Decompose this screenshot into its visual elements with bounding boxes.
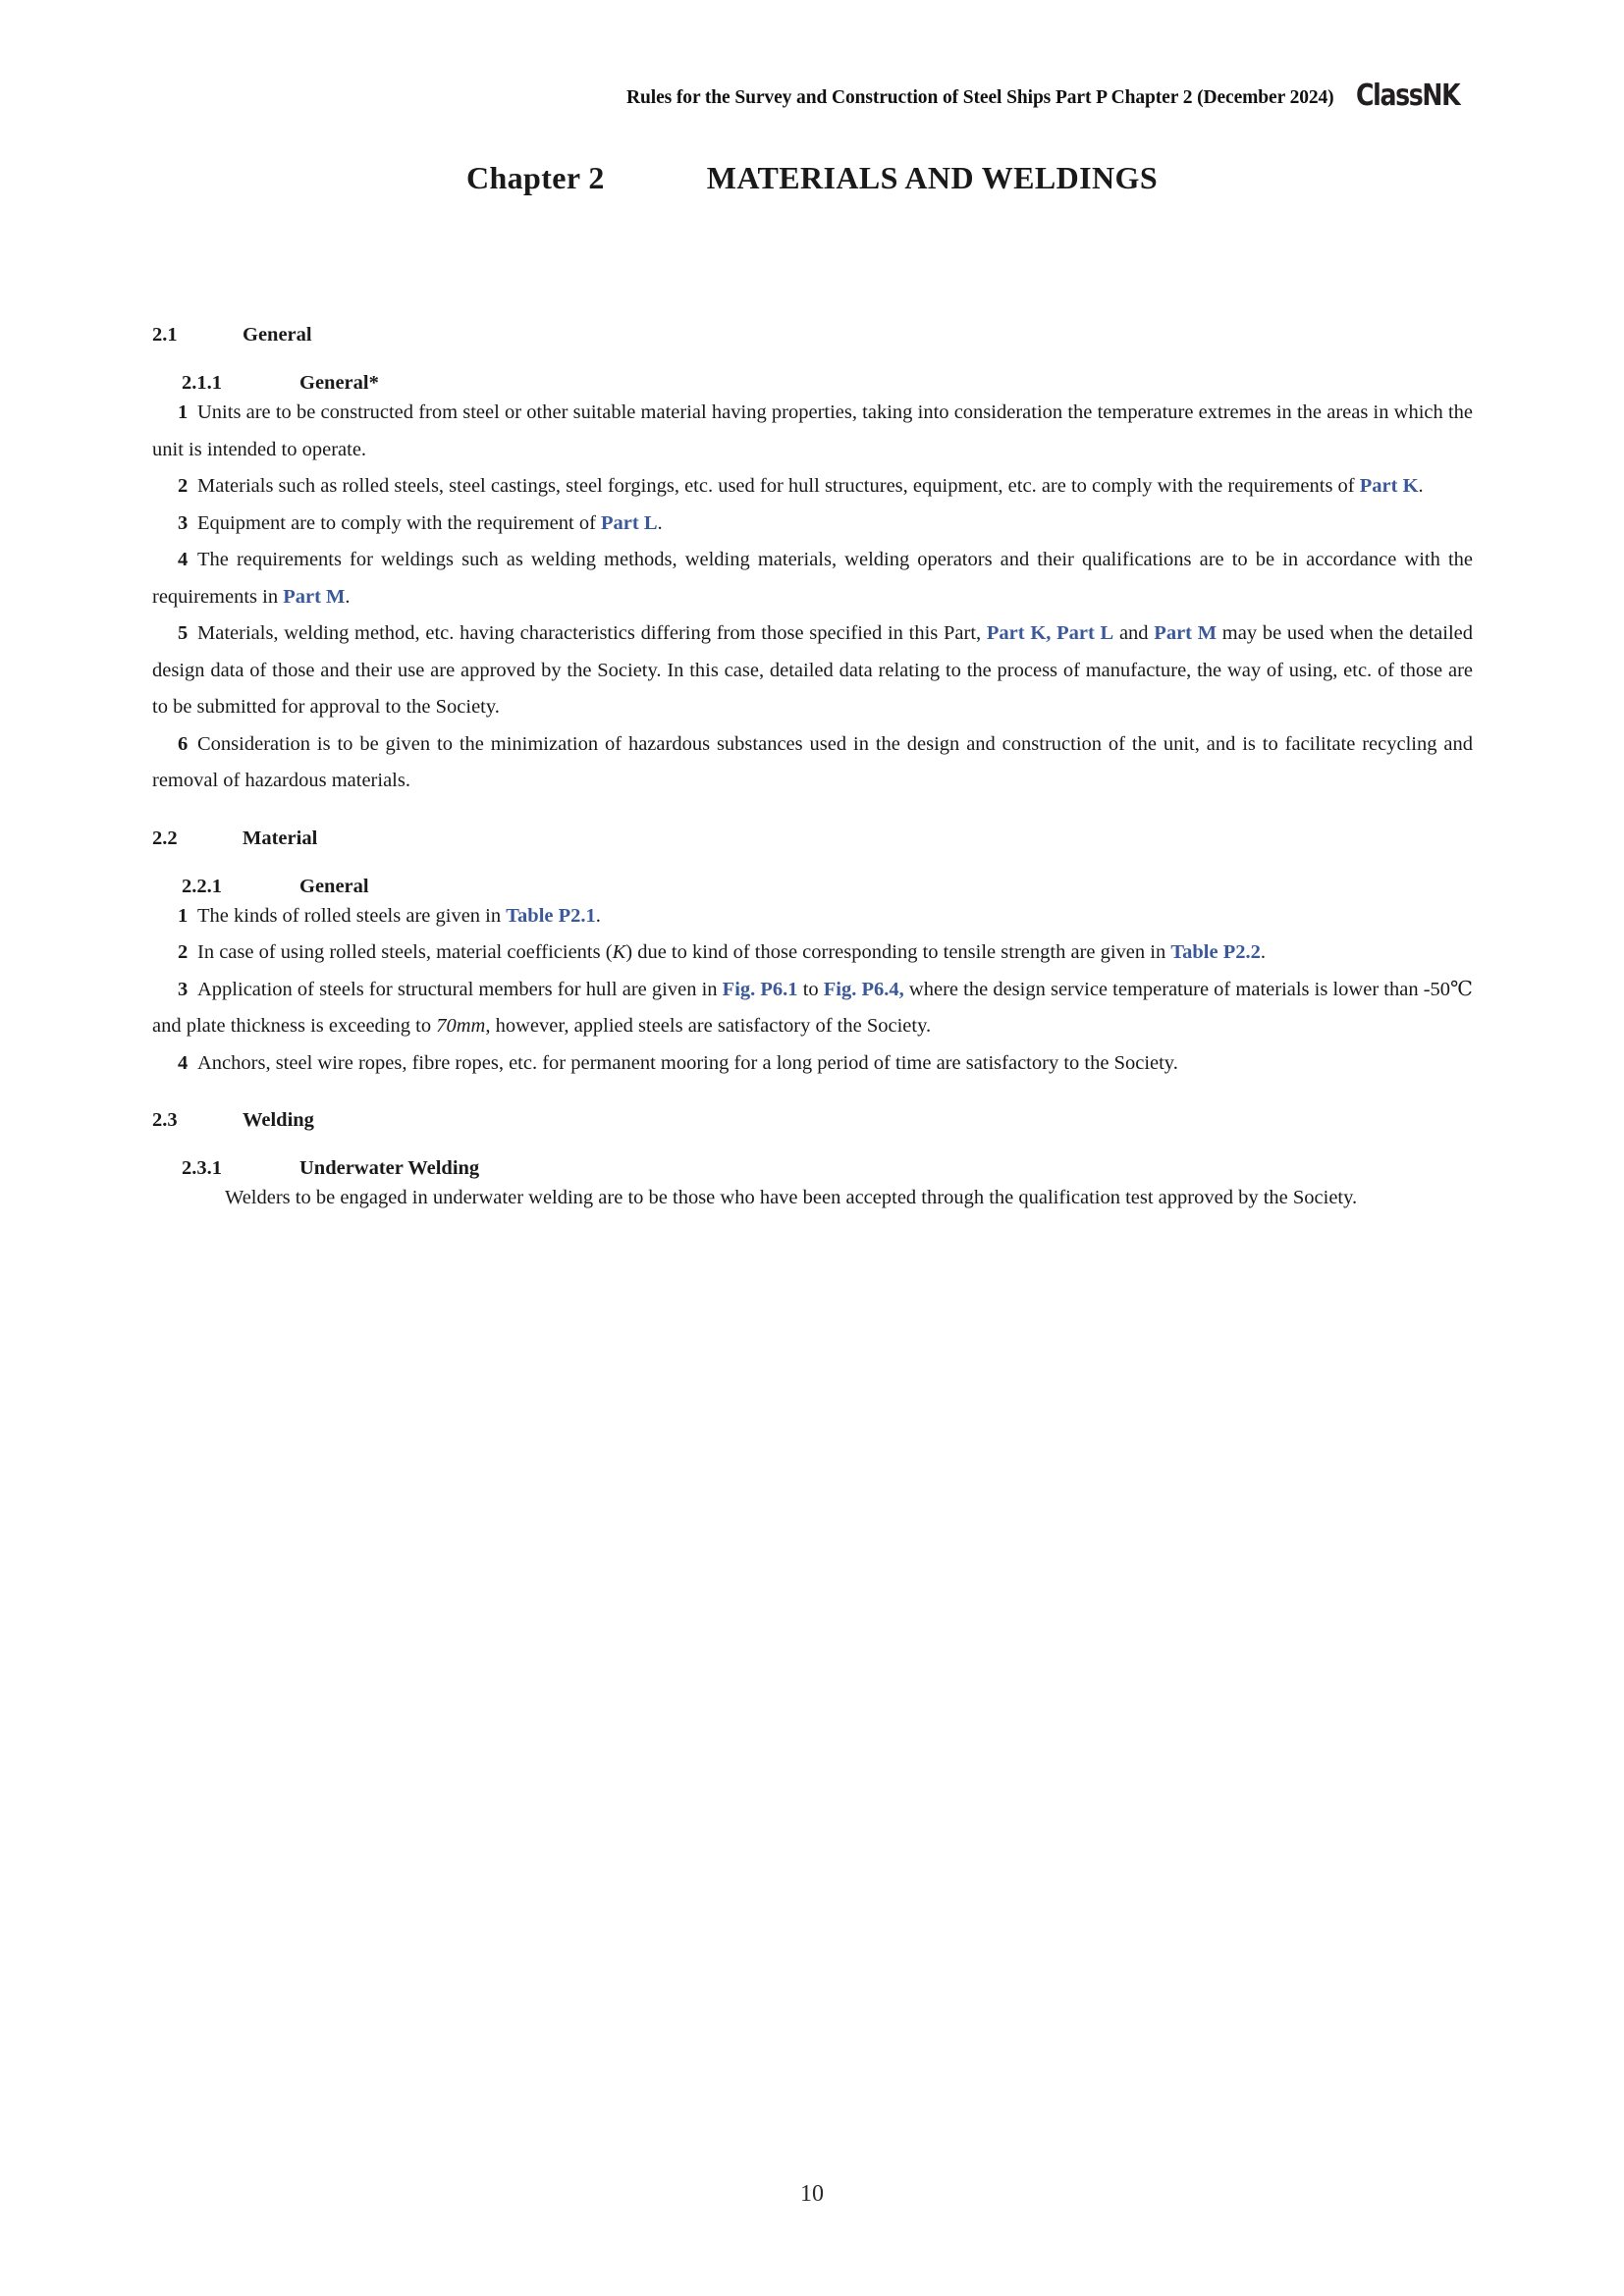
paragraph-text: to xyxy=(797,978,824,1000)
paragraph-text: may be used when the detailed design data of those and their use are approved by the Society. In this case, detailed data relating to the process of manufacture, the way of using, etc. of those are to be submitted for approval to the Society. xyxy=(152,622,1473,718)
section-title: Material xyxy=(243,827,318,849)
section-title: Welding xyxy=(243,1109,314,1131)
cross-reference-link[interactable]: Part M xyxy=(1154,622,1218,644)
paragraph xyxy=(152,726,1473,800)
paragraph-text: Materials such as rolled steels, steel castings, steel forgings, etc. used for hull structures, equipment, etc. are to comply with the requirements of xyxy=(197,475,1360,497)
cross-reference-link[interactable]: Part K xyxy=(986,622,1047,644)
italic-term: 70mm xyxy=(436,1015,486,1037)
paragraph xyxy=(152,395,1473,468)
subsection-spacer xyxy=(152,850,1473,876)
paragraph-text: where the design service temperature of materials is lower than -50℃ and plate thickness is exceeding to xyxy=(152,978,1473,1037)
paragraph xyxy=(152,898,1473,935)
paragraph-text: The kinds of rolled steels are given in xyxy=(197,904,507,927)
subsection-number: 2.1.1 xyxy=(182,372,222,394)
section-spacer xyxy=(152,1082,1473,1109)
paragraph-text: In case of using rolled steels, material coefficients ( xyxy=(197,941,613,963)
classnk-logo: ClassNK xyxy=(1355,79,1459,113)
section-heading-2-2 xyxy=(152,828,1473,850)
paragraph-text: . xyxy=(595,904,601,927)
paragraph xyxy=(152,542,1473,615)
paragraph-text: . xyxy=(1418,475,1424,497)
running-header xyxy=(0,77,1624,111)
paragraph xyxy=(152,1045,1473,1083)
paragraph-text: ) due to kind of those corresponding to tensile strength are given in xyxy=(625,941,1171,963)
subsection-number: 2.3.1 xyxy=(182,1157,222,1179)
paragraph-number: 2 xyxy=(178,941,189,963)
paragraph-text: Welders to be engaged in underwater welding are to be those who have been accepted through the qualification test approved by the Society. xyxy=(225,1187,1358,1208)
paragraph-number: 3 xyxy=(178,978,189,1000)
paragraph xyxy=(152,934,1473,972)
cross-reference-link[interactable]: Part L xyxy=(601,511,658,534)
paragraph-number: 5 xyxy=(178,622,189,644)
paragraph-number: 2 xyxy=(178,475,189,497)
chapter-name: MATERIALS AND WELDINGS xyxy=(706,160,1159,195)
subsection-heading-2-3-1 xyxy=(152,1157,1473,1180)
cross-reference-link[interactable]: Fig. P6.1 xyxy=(722,978,798,1000)
paragraph-number: 4 xyxy=(178,549,189,570)
subsection-title: General* xyxy=(299,372,379,394)
paragraph-text: and xyxy=(1113,622,1155,644)
subsection-heading-2-2-1 xyxy=(152,876,1473,898)
subsection-title: Underwater Welding xyxy=(299,1157,480,1179)
paragraph-text: The requirements for weldings such as welding methods, welding materials, welding operators and their qualifications are to be in accordance with the requirements in xyxy=(152,549,1473,608)
cross-reference-link[interactable]: Table P2.1 xyxy=(506,904,596,927)
paragraph xyxy=(152,972,1473,1045)
paragraph-text: . xyxy=(1260,941,1266,963)
subsection-heading-2-1-1 xyxy=(152,372,1473,395)
section-heading-2-1 xyxy=(152,324,1473,347)
paragraph-text: Equipment are to comply with the requirement of xyxy=(197,511,602,534)
paragraph xyxy=(152,506,1473,543)
subsection-number: 2.2.1 xyxy=(182,875,222,897)
paragraph-text: Application of steels for structural members for hull are given in xyxy=(197,978,723,1000)
paragraph-text: . xyxy=(345,585,351,608)
section-title: General xyxy=(243,324,312,346)
paragraph-text: . xyxy=(657,511,663,534)
paragraph-number: 3 xyxy=(178,511,189,534)
paragraph-text: Consideration is to be given to the minimization of hazardous substances used in the design and construction of the unit, and is to facilitate recycling and removal of hazardous materials. xyxy=(152,732,1473,791)
subsection-title: General xyxy=(299,875,369,897)
section-number: 2.1 xyxy=(152,324,178,346)
paragraph xyxy=(152,1180,1473,1217)
chapter-number: Chapter 2 xyxy=(465,160,605,195)
paragraph xyxy=(152,468,1473,506)
paragraph-text: Materials, welding method, etc. having characteristics differing from those specified in this Part, xyxy=(197,622,987,644)
section-spacer xyxy=(152,800,1473,828)
cross-reference-link[interactable]: Table P2.2 xyxy=(1170,941,1261,963)
cross-reference-link[interactable]: Part L xyxy=(1056,622,1114,644)
paragraph xyxy=(152,615,1473,726)
cross-reference-link[interactable]: Fig. P6.4, xyxy=(823,978,904,1000)
paragraph-number: 6 xyxy=(178,732,189,755)
page-title xyxy=(0,160,1624,196)
paragraph-number: 4 xyxy=(178,1051,189,1074)
section-heading-2-3 xyxy=(152,1109,1473,1132)
running-header-title: Rules for the Survey and Construction of Steel Ships Part P Chapter 2 (December 2024) xyxy=(626,87,1334,108)
cross-reference-link[interactable]: Part K xyxy=(1359,475,1419,497)
paragraph-text: , however, applied steels are satisfactory of the Society. xyxy=(485,1015,932,1037)
document-body xyxy=(152,324,1473,1217)
subsection-spacer xyxy=(152,1132,1473,1157)
section-number: 2.3 xyxy=(152,1109,178,1131)
subsection-spacer xyxy=(152,347,1473,372)
paragraph-number: 1 xyxy=(178,904,189,927)
paragraph-text: Units are to be constructed from steel or other suitable material having properties, taking into consideration the temperature extremes in the areas in which the unit is intended to operate. xyxy=(152,401,1473,460)
cross-reference-link[interactable]: , xyxy=(1046,622,1057,644)
paragraph-number: 1 xyxy=(178,401,189,423)
section-number: 2.2 xyxy=(152,827,178,849)
page-number: 10 xyxy=(800,2181,824,2207)
cross-reference-link[interactable]: Part M xyxy=(283,585,346,608)
italic-term: K xyxy=(612,941,626,963)
paragraph-text: Anchors, steel wire ropes, fibre ropes, etc. for permanent mooring for a long period of time are satisfactory to the Society. xyxy=(197,1051,1178,1074)
